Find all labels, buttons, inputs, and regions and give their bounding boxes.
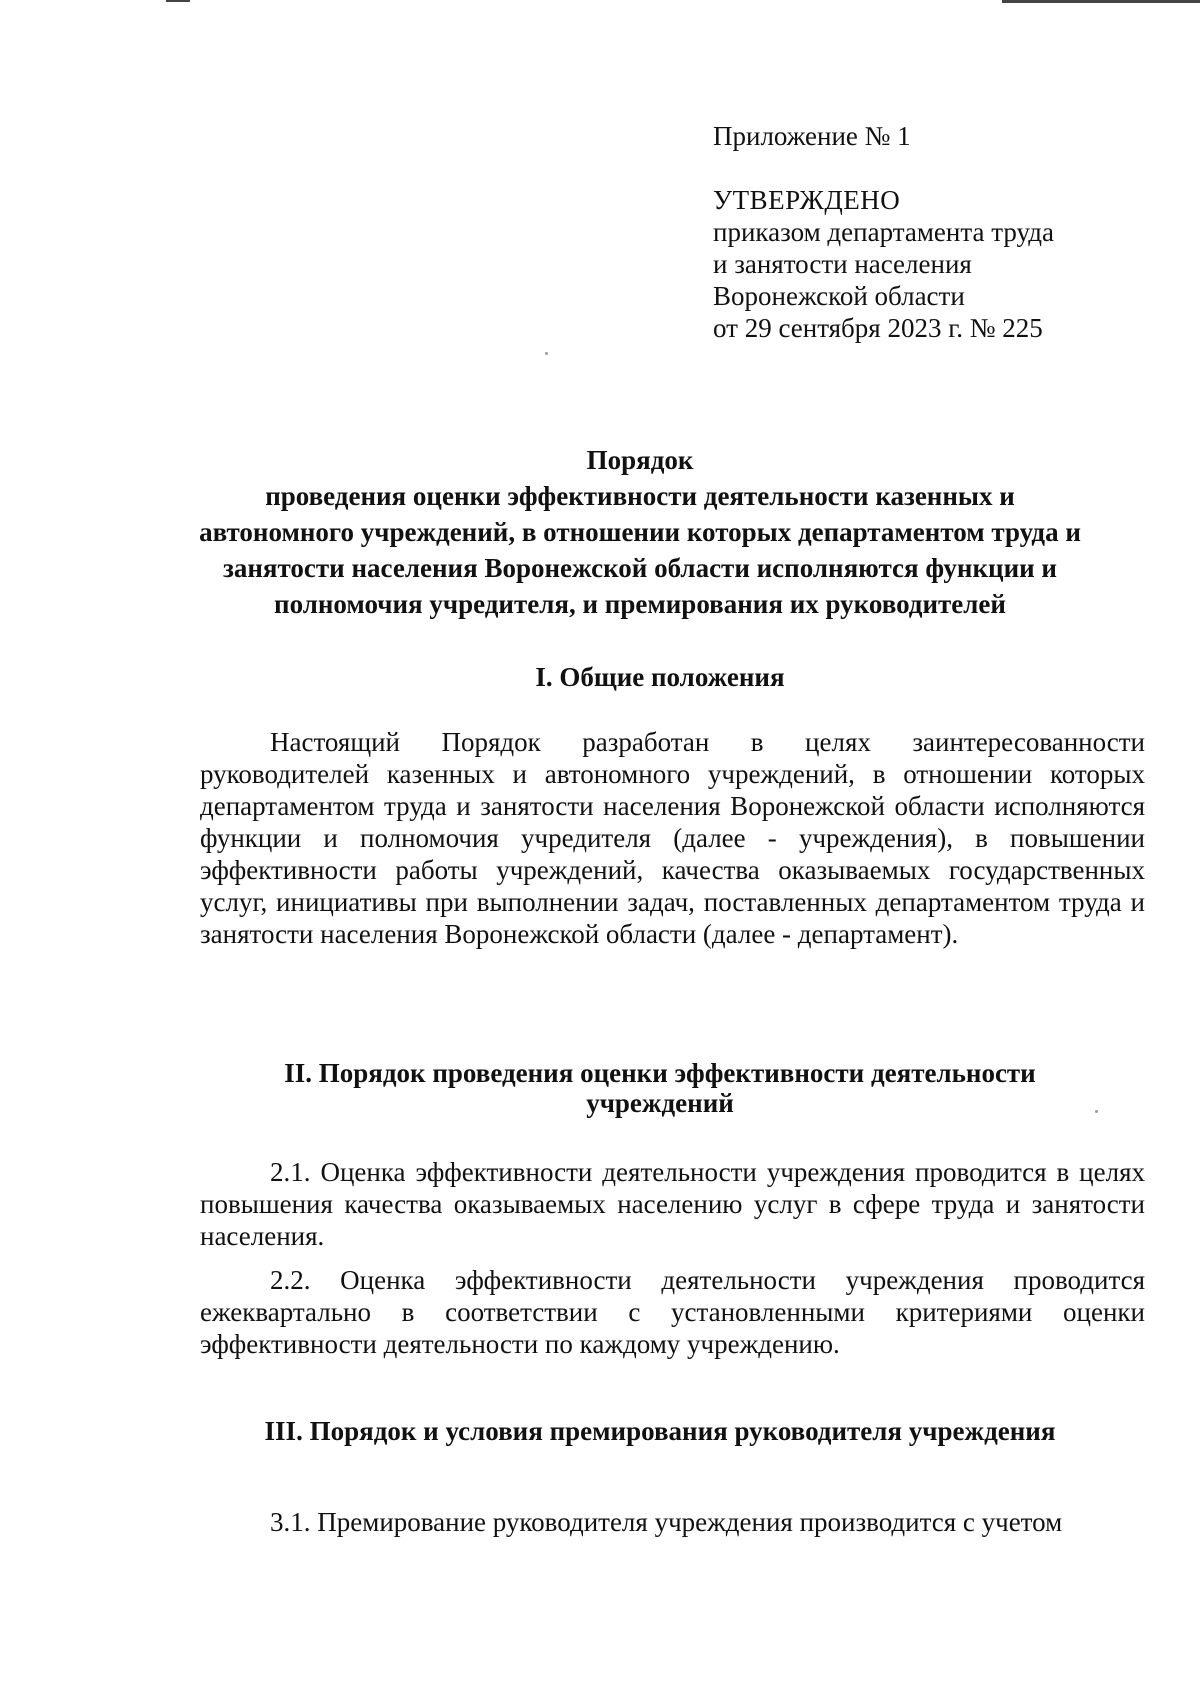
title-line: занятости населения Воронежской области исполняются функции и xyxy=(223,553,1057,583)
approved-stamp-text: УТВЕРЖДЕНО xyxy=(713,185,901,215)
scan-speck xyxy=(1095,1110,1098,1113)
section-heading-text: I. Общие положения xyxy=(535,662,785,692)
section-heading-text: III. Порядок и условия премирования руководителя учреждения xyxy=(264,1416,1056,1446)
scan-edge-mark-right xyxy=(1002,0,1200,3)
annex-number: Приложение № 1 xyxy=(713,121,911,151)
paragraph-2-2: 2.2. Оценка эффективности деятельности учреждения проводится ежеквартально в соответствии с установленными критериями оценки эффективности деятельности по каждому учреждению. xyxy=(200,1265,1145,1359)
section-heading-general xyxy=(200,662,1120,692)
approval-date-line: от 29 сентября 2023 г. № 225 xyxy=(713,313,1043,343)
title-heading: Порядок xyxy=(586,445,694,475)
approval-line: приказом департамента труда xyxy=(713,217,1055,247)
title-line: полномочия учредителя, и премирования их руководителей xyxy=(274,589,1006,619)
paragraph-3-1: 3.1. Премирование руководителя учреждения производится с учетом xyxy=(270,1507,1063,1537)
document-title xyxy=(190,442,1090,622)
title-line: автономного учреждений, в отношении которых департаментом труда и xyxy=(199,517,1081,547)
section-heading-bonus xyxy=(200,1416,1120,1446)
approval-line: Воронежской области xyxy=(713,281,965,311)
scan-speck xyxy=(545,352,548,355)
title-line: проведения оценки эффективности деятельности казенных и xyxy=(265,481,1015,511)
section-heading-evaluation xyxy=(200,1058,1120,1118)
section-heading-text: II. Порядок проведения оценки эффективности деятельности xyxy=(284,1058,1036,1088)
approval-line: и занятости населения xyxy=(713,249,972,279)
scan-edge-mark-left xyxy=(166,0,190,2)
section-heading-text: учреждений xyxy=(586,1088,734,1118)
paragraph-2-1: 2.1. Оценка эффективности деятельности учреждения проводится в целях повышения качества оказываемых населению услуг в сфере труда и занятости населения. xyxy=(200,1157,1145,1251)
approval-block xyxy=(713,120,1153,344)
paragraph-general: Настоящий Порядок разработан в целях заинтересованности руководителей казенных и автономного учреждений, в отношении которых департаментом труда и занятости населения Воронежской области исполняются функции и полномочия учредителя (далее - учреждения), в повышении эффективности работы учреждений, качества оказываемых государственных услуг, инициативы при выполнении задач, поставленных департаментом труда и занятости населения Воронежской области (далее - департамент). xyxy=(200,727,1145,949)
